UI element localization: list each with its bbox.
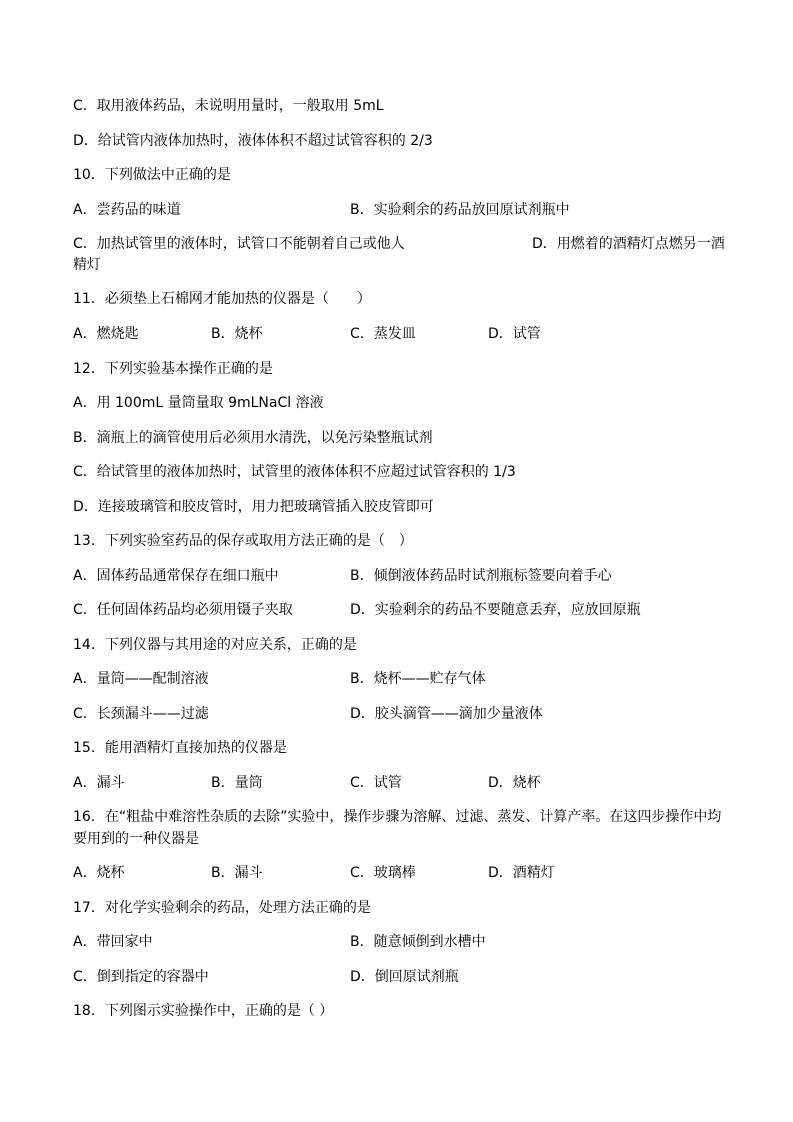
q14-option-a: A．量筒——配制溶液 — [73, 671, 209, 687]
q16-option-b: B．漏斗 — [211, 865, 263, 881]
q12-option-b: B．滴瓶上的滴管使用后必须用水清洗，以免污染整瓶试剂 — [73, 430, 433, 446]
q10-option-c: C．加热试管里的液体时，试管口不能朝着自己或他人 — [73, 236, 405, 252]
q13-option-c: C．任何固体药品均必须用镊子夹取 — [73, 602, 293, 618]
q18-stem: 18．下列图示实验操作中，正确的是（ ） — [73, 1003, 334, 1019]
q16-option-d: D．酒精灯 — [488, 865, 555, 881]
q14-option-c: C．长颈漏斗——过滤 — [73, 706, 209, 722]
q15-option-b: B．量筒 — [211, 775, 263, 791]
q16-option-c: C．玻璃棒 — [350, 865, 416, 881]
q17-option-b: B．随意倾倒到水槽中 — [350, 934, 486, 950]
q9-option-c: C．取用液体药品，未说明用量时，一般取用 5mL — [73, 98, 384, 114]
q10-option-d: D．用燃着的酒精灯点燃另一酒 — [532, 236, 725, 252]
q11-option-d: D．试管 — [488, 326, 541, 342]
q16-stem: 16．在“粗盐中难溶性杂质的去除”实验中，操作步骤为溶解、过滤、蒸发、计算产率。在这四步操作中均要用到的一种仪器是 — [73, 809, 722, 847]
q12-option-a: A．用 100mL 量筒量取 9mLNaCl 溶液 — [73, 395, 324, 411]
q13-option-d: D．实验剩余的药品不要随意丢弃，应放回原瓶 — [350, 602, 641, 618]
q15-option-a: A．漏斗 — [73, 775, 125, 791]
q11-option-b: B．烧杯 — [211, 326, 263, 342]
q15-option-c: C．试管 — [350, 775, 402, 791]
q14-stem: 14．下列仪器与其用途的对应关系，正确的是 — [73, 637, 357, 653]
q13-stem: 13．下列实验室药品的保存或取用方法正确的是（ ） — [73, 533, 413, 549]
q12-option-c: C．给试管里的液体加热时，试管里的液体体积不应超过试管容积的 1/3 — [73, 464, 516, 480]
q17-stem: 17．对化学实验剩余的药品，处理方法正确的是 — [73, 900, 371, 916]
q14-option-d: D．胶头滴管——滴加少量液体 — [350, 706, 543, 722]
q11-option-a: A．燃烧匙 — [73, 326, 139, 342]
q14-option-b: B．烧杯——贮存气体 — [350, 671, 486, 687]
q10-option-b: B．实验剩余的药品放回原试剂瓶中 — [350, 202, 570, 218]
q16-option-a: A．烧杯 — [73, 865, 125, 881]
q15-option-d: D．烧杯 — [488, 775, 541, 791]
q13-option-b: B．倾倒液体药品时试剂瓶标签要向着手心 — [350, 568, 612, 584]
q12-stem: 12．下列实验基本操作正确的是 — [73, 361, 273, 377]
q17-option-c: C．倒到指定的容器中 — [73, 969, 209, 985]
q10-stem: 10．下列做法中正确的是 — [73, 167, 231, 183]
q10-option-a: A．尝药品的味道 — [73, 202, 181, 218]
q10-option-d-continued: 精灯 — [73, 257, 101, 273]
q11-option-c: C．蒸发皿 — [350, 326, 416, 342]
q17-option-d: D．倒回原试剂瓶 — [350, 969, 459, 985]
q9-option-d: D．给试管内液体加热时，液体体积不超过试管容积的 2/3 — [73, 133, 433, 149]
q12-option-d: D．连接玻璃管和胶皮管时，用力把玻璃管插入胶皮管即可 — [73, 499, 434, 515]
q15-stem: 15．能用酒精灯直接加热的仪器是 — [73, 740, 287, 756]
q13-option-a: A．固体药品通常保存在细口瓶中 — [73, 568, 279, 584]
q11-stem: 11．必须垫上石棉网才能加热的仪器是（ ） — [73, 291, 371, 307]
q17-option-a: A．带回家中 — [73, 934, 153, 950]
